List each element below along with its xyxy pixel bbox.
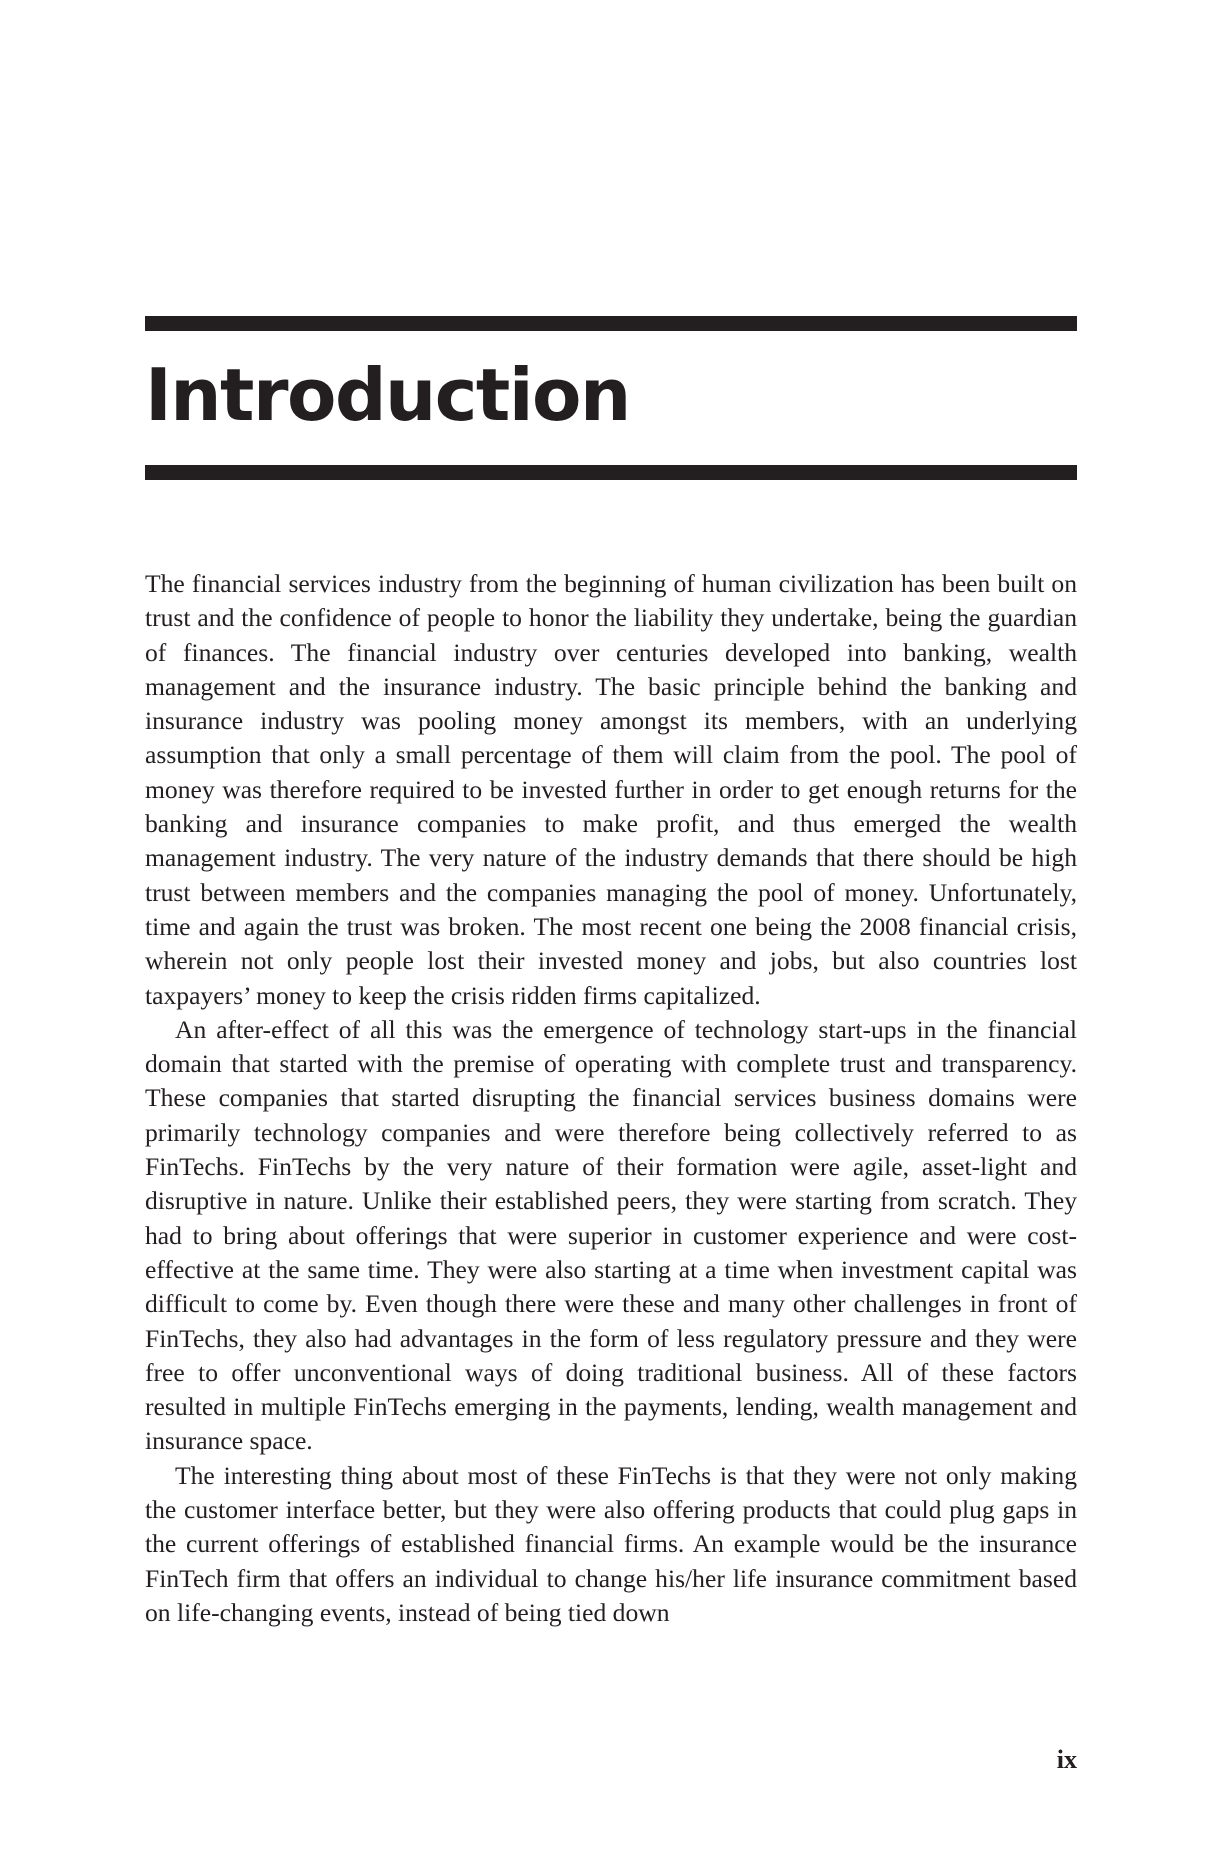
paragraph-3: The interesting thing about most of these FinTechs is that they were not only making the customer interface better, but they were also offering products that could plug gaps in the current offerings of established financial firms. An example would be the insurance FinTech firm that offers an individual to change his/her life insurance commitment based on life-changing events, instead of being tied down [145, 1460, 1077, 1627]
chapter-rule-top [145, 316, 1077, 331]
body-text [145, 567, 1077, 1630]
page-number: ix [1056, 1745, 1077, 1774]
chapter-title: Introduction [145, 353, 630, 437]
paragraph-2: An after-effect of all this was the emergence of technology start-ups in the financial domain that started with the premise of operating with complete trust and transparency. These companies that started disrupting the financial services business domains were primarily technology companies and were therefore being collectively referred to as FinTechs. FinTechs by the very nature of their formation were agile, asset-light and disruptive in nature. Unlike their established peers, they were starting from scratch. They had to bring about offerings that were superior in customer experience and were cost-effective at the same time. They were also starting at a time when investment capital was difficult to come by. Even though there were these and many other challenges in front of FinTechs, they also had advantages in the form of less regulatory pressure and they were free to offer unconventional ways of doing traditional business. All of these factors resulted in multiple FinTechs emerging in the payments, lending, wealth management and insurance space. [145, 1014, 1077, 1456]
chapter-rule-bottom [145, 465, 1077, 480]
paragraph-1: The financial services industry from the beginning of human civilization has been built on trust and the confidence of people to honor the liability they undertake, being the guardian of finances. The financial industry over centuries developed into banking, wealth management and the insurance industry. The basic principle behind the banking and insurance industry was pooling money amongst its members, with an underlying assumption that only a small percentage of them will claim from the pool. The pool of money was therefore required to be invested further in order to get enough returns for the banking and insurance companies to make profit, and thus emerged the wealth management industry. The very nature of the industry demands that there should be high trust between members and the companies managing the pool of money. Unfortunately, time and again the trust was broken. The most recent one being the 2008 financial crisis, wherein not only people lost their invested money and jobs, but also countries lost taxpayers’ money to keep the crisis ridden firms capitalized. [145, 569, 1077, 1010]
